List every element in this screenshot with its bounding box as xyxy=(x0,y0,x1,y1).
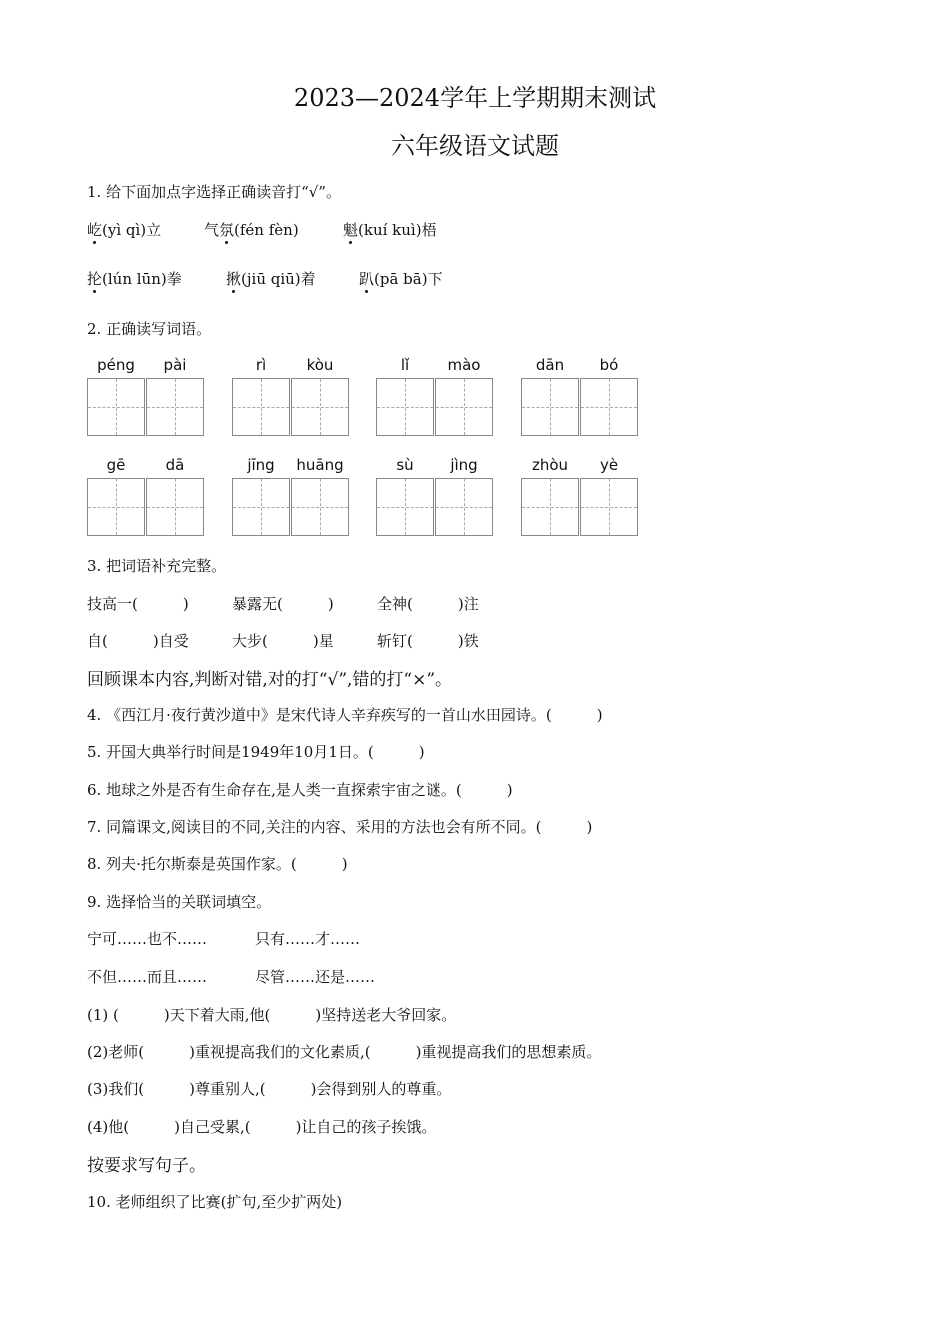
dotted-char: 氛 xyxy=(219,221,235,239)
conjunction-option: 尽管……还是…… xyxy=(255,968,376,986)
pinyin: jīng xyxy=(247,456,275,474)
q1-item: 抡(lún lūn)拳 xyxy=(87,270,182,288)
question-9-prompt: 9. 选择恰当的关联词填空。 xyxy=(87,893,272,911)
pinyin: dān xyxy=(535,356,565,374)
dotted-char: 抡 xyxy=(87,270,103,288)
idiom-blank[interactable]: 技高一( ) xyxy=(87,595,189,613)
fill-item[interactable]: (3)我们( )尊重别人,( )会得到别人的尊重。 xyxy=(87,1080,452,1098)
idiom-blank[interactable]: 大步( )星 xyxy=(232,632,334,650)
q1-item: 魁(kuí kuì)梧 xyxy=(343,221,437,239)
pinyin: kòu xyxy=(306,356,334,374)
dotted-char: 魁 xyxy=(343,221,359,239)
q1-item: 屹(yì qì)立 xyxy=(87,221,162,239)
writing-cell[interactable] xyxy=(580,378,638,436)
idiom-blank[interactable]: 斩钉( )铁 xyxy=(377,632,479,650)
writing-cell[interactable] xyxy=(376,478,434,536)
pinyin: dā xyxy=(165,456,185,474)
pinyin: sù xyxy=(396,456,414,474)
pinyin: mào xyxy=(447,356,481,374)
fill-item[interactable]: (2)老师( )重视提高我们的文化素质,( )重视提高我们的思想素质。 xyxy=(87,1043,602,1061)
pinyin: lǐ xyxy=(400,356,410,374)
pinyin: rì xyxy=(255,356,267,374)
pinyin: bó xyxy=(599,356,619,374)
exam-subtitle: 六年级语文试题 xyxy=(391,132,559,160)
writing-cell[interactable] xyxy=(435,378,493,436)
dotted-char: 屹 xyxy=(87,221,103,239)
writing-cell[interactable] xyxy=(232,378,290,436)
section-sentence-heading: 按要求写句子。 xyxy=(87,1156,206,1176)
dotted-char: 趴 xyxy=(359,270,375,288)
q1-item: 气氛(fén fèn) xyxy=(204,221,299,239)
question-10-prompt: 10. 老师组织了比赛(扩句,至少扩两处) xyxy=(87,1193,343,1211)
pinyin: gē xyxy=(106,456,126,474)
question-3-prompt: 3. 把词语补充完整。 xyxy=(87,557,227,575)
writing-cell[interactable] xyxy=(580,478,638,536)
judge-item[interactable]: 4. 《西江月·夜行黄沙道中》是宋代诗人辛弃疾写的一首山水田园诗。( ) xyxy=(87,706,603,724)
judge-item[interactable]: 8. 列夫·托尔斯泰是英国作家。( ) xyxy=(87,855,348,873)
judge-item[interactable]: 6. 地球之外是否有生命存在,是人类一直探索宇宙之谜。( ) xyxy=(87,781,513,799)
idiom-blank[interactable]: 暴露无( ) xyxy=(232,595,334,613)
question-2-prompt: 2. 正确读写词语。 xyxy=(87,320,212,338)
fill-item[interactable]: (4)他( )自己受累,( )让自己的孩子挨饿。 xyxy=(87,1118,437,1136)
section-judge-heading: 回顾课本内容,判断对错,对的打“√”,错的打“×”。 xyxy=(87,670,453,690)
writing-cell[interactable] xyxy=(521,478,579,536)
writing-cell[interactable] xyxy=(291,478,349,536)
judge-item[interactable]: 5. 开国大典举行时间是1949年10月1日。( ) xyxy=(87,743,425,761)
q1-item: 趴(pā bā)下 xyxy=(359,270,443,288)
pinyin: zhòu xyxy=(531,456,569,474)
idiom-blank[interactable]: 自( )自受 xyxy=(87,632,189,650)
pinyin: yè xyxy=(599,456,619,474)
exam-title: 2023—2024学年上学期期末测试 xyxy=(293,84,657,112)
idiom-blank[interactable]: 全神( )注 xyxy=(377,595,479,613)
question-1-prompt: 1. 给下面加点字选择正确读音打“√”。 xyxy=(87,183,341,201)
writing-cell[interactable] xyxy=(376,378,434,436)
conjunction-option: 只有……才…… xyxy=(255,930,361,948)
writing-cell[interactable] xyxy=(87,378,145,436)
writing-cell[interactable] xyxy=(435,478,493,536)
judge-item[interactable]: 7. 同篇课文,阅读目的不同,关注的内容、采用的方法也会有所不同。( ) xyxy=(87,818,593,836)
fill-item[interactable]: (1) ( )天下着大雨,他( )坚持送老大爷回家。 xyxy=(87,1006,457,1024)
conjunction-option: 宁可……也不…… xyxy=(87,930,208,948)
conjunction-option: 不但……而且…… xyxy=(87,968,208,986)
writing-cell[interactable] xyxy=(87,478,145,536)
writing-cell[interactable] xyxy=(521,378,579,436)
pinyin: pài xyxy=(163,356,187,374)
pinyin: péng xyxy=(97,356,135,374)
writing-cell[interactable] xyxy=(146,378,204,436)
writing-cell[interactable] xyxy=(232,478,290,536)
writing-cell[interactable] xyxy=(291,378,349,436)
pinyin: jìng xyxy=(450,456,478,474)
q1-item: 揪(jiū qiū)着 xyxy=(226,270,316,288)
pinyin: huāng xyxy=(296,456,344,474)
writing-cell[interactable] xyxy=(146,478,204,536)
dotted-char: 揪 xyxy=(226,270,242,288)
